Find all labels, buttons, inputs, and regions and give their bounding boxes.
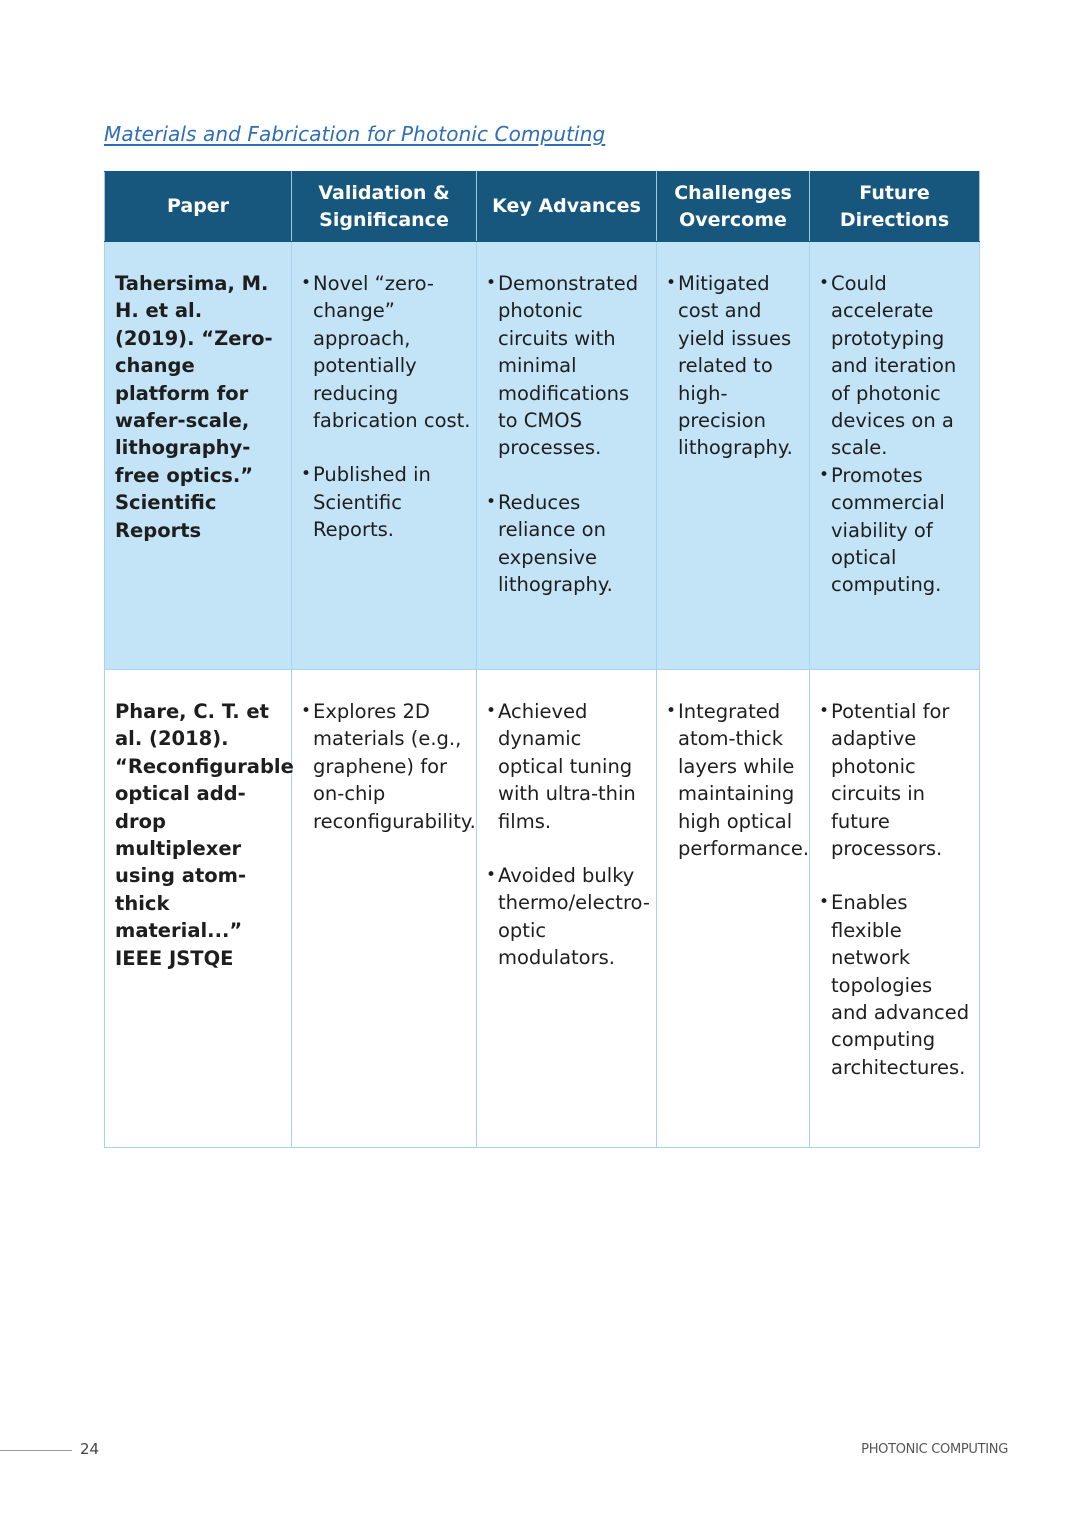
future-cell — [810, 670, 980, 1148]
list-item: • Demonstrated photonic circuits with minimal modifications to CMOS processes. — [478, 270, 655, 462]
validation-cell — [292, 242, 477, 670]
list-item: • Promotes commercial viability of optical computing. — [811, 462, 978, 599]
advances-cell — [477, 670, 657, 1148]
page-number: 24 — [80, 1440, 100, 1458]
list-item: • Could accelerate prototyping and iteration of photonic devices on a scale. — [811, 270, 978, 462]
list-item: • Integrated atom-thick layers while maintaining high optical performance. — [658, 698, 808, 862]
header-future-directions: Future Directions — [810, 172, 980, 242]
list-item: • Reduces reliance on expensive lithography. — [478, 489, 655, 599]
table-row — [105, 670, 980, 1148]
header-validation: Validation & Significance — [292, 172, 477, 242]
list-item: • Explores 2D materials (e.g., graphene) for on-chip reconfigurability. — [293, 698, 475, 835]
future-cell — [810, 242, 980, 670]
header-paper: Paper — [105, 172, 292, 242]
list-item: • Avoided bulky thermo/electro-optic modulators. — [478, 862, 655, 972]
paper-citation: Tahersima, M. H. et al. (2019). “Zero-change platform for wafer-scale, lithography-free optics.” Scientific Reports — [105, 242, 292, 670]
running-head: PHOTONIC COMPUTING — [861, 1442, 1008, 1457]
header-challenges: Challenges Overcome — [657, 172, 810, 242]
advances-cell — [477, 242, 657, 670]
section-title[interactable]: Materials and Fabrication for Photonic Computing — [104, 122, 606, 146]
list-item: • Published in Scientific Reports. — [293, 461, 475, 543]
table-header-row — [105, 172, 980, 242]
list-item: • Potential for adaptive photonic circuits in future processors. — [811, 698, 978, 862]
list-item: • Achieved dynamic optical tuning with ultra-thin films. — [478, 698, 655, 835]
challenges-cell — [657, 670, 810, 1148]
list-item: • Novel “zero-change” approach, potentially reducing fabrication cost. — [293, 270, 475, 434]
table-row — [105, 242, 980, 670]
header-key-advances: Key Advances — [477, 172, 657, 242]
validation-cell — [292, 670, 477, 1148]
literature-table — [104, 171, 980, 1148]
paper-citation: Phare, C. T. et al. (2018). “Reconfigurable optical add-drop multiplexer using atom-thick material...” IEEE JSTQE — [105, 670, 292, 1148]
list-item: • Enables flexible network topologies and advanced computing architectures. — [811, 889, 978, 1081]
list-item: • Mitigated cost and yield issues related to high-precision lithography. — [658, 270, 808, 462]
footer-rule — [0, 1450, 72, 1451]
challenges-cell — [657, 242, 810, 670]
